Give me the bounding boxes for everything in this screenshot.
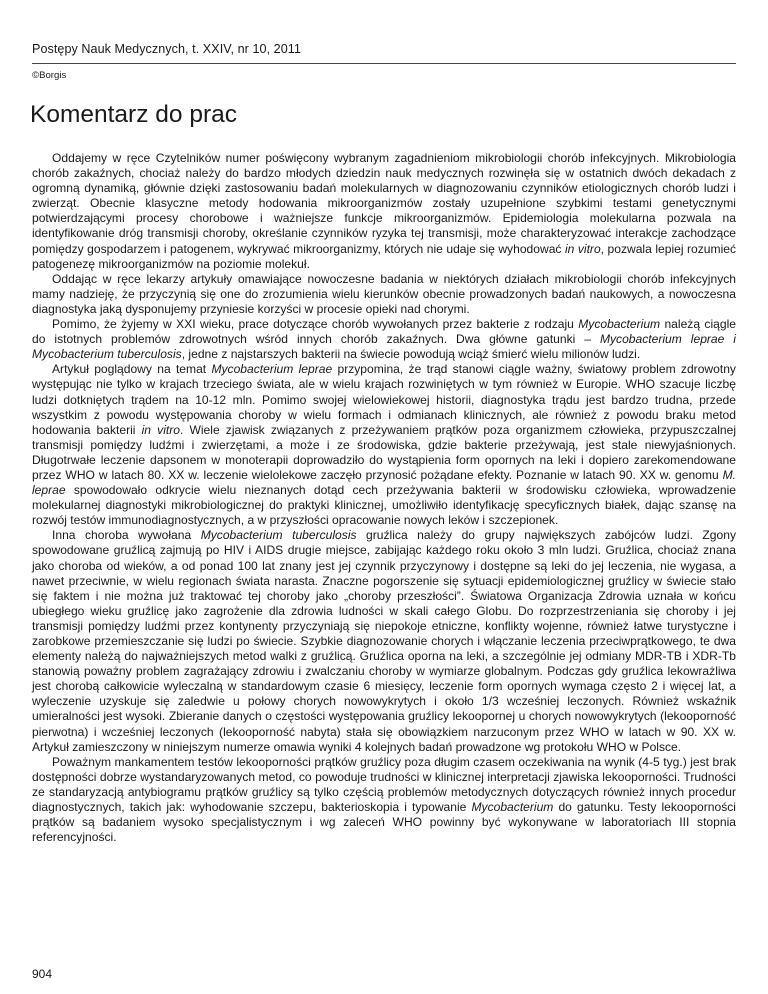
italic-term: Mycobacterium — [578, 317, 661, 332]
text-run: przypomina, że trąd stanowi ciągle ważny, światowy problem zdrowotny występując nie tylko w krajach trzeciego świata, ale w wielu krajach rozwiniętych w tym również w Europie. WHO szacuje liczbę ludzi dotkniętych trądem na 10-12 mln. Pomimo swojej wielowiekowej historii, diagnostyka trądu jest bardzo trudna, przede wszystkim z powodu występowania choroby w wielu formach i odmianach klinicznych, ale również z powodu braku metod hodowania bakterii — [32, 362, 736, 437]
text-run: . Wiele zjawisk związanych z przeżywaniem prątków poza organizmem człowieka, przypuszczalnej transmisji pomiędzy ludźmi i zwierzętami, a może i ze środowiska, gdzie bakterie przeżywają, jest stale niewyjaśnionych. Długotrwałe leczenie dapsonem w monoterapii doprowadziło do wystąpienia form opornych na leki i dopiero zarekomendowane przez WHO w latach 80. XX w. leczenie wielolekowe zaczęło przynosić pożądane efekty. Poznanie w latach 90. XX w. genomu — [32, 422, 737, 482]
text-run: należą ciągle do istotnych problemów zdrowotnych wśród innych chorób zakaźnych. Dwa główne gatunki – — [32, 317, 736, 347]
italic-term: M. leprae — [32, 467, 736, 498]
text-run: , pozwala lepiej rozumieć patogenezę mikroorganizmów na poziomie molekuł. — [32, 241, 737, 271]
italic-term: in vitro — [564, 241, 601, 256]
text-run: , jedne z najstarszych bakterii na świecie powodują wciąż śmierć wielu milionów ludzi. — [181, 347, 641, 362]
publisher-mark: ©Borgis — [32, 70, 67, 81]
body-paragraph — [32, 317, 736, 362]
journal-citation: Postępy Nauk Medycznych, t. XXIV, nr 10, 2011 — [32, 42, 301, 56]
page-number: 904 — [32, 967, 53, 981]
italic-term: Mycobacterium leprae i Mycobacterium tuberculosis — [32, 332, 736, 362]
text-run: spowodowało odkrycie wielu nieznanych dotąd cech przeżywania bakterii w środowisku człowieka, wprowadzenie molekularnej diagnostyki mikrobiologicznej do praktyki klinicznej, umożliwiło identyfikację specyficznych białek, dając szansę na rozwój testów immunodiagnostycznych, a w przyszłości opracowanie nowych leków i szczepionek. — [32, 483, 736, 528]
text-run: gruźlica należy do grupy największych zabójców ludzi. Zgony spowodowane gruźlicą zajmują po HIV i AIDS drugie miejsce, zabijając każdego roku około 3 mln ludzi. Gruźlica, chociaż znana jako choroba od wieków, a od ponad 100 lat znany jest jej czynnik przyczynowy i dostępne są leki do jej leczenia, nie wygasa, a nawet przeciwnie, w wielu regionach świata narasta. Znaczne pogorszenie się sytuacji epidemiologicznej gruźlicy w świecie stało się faktem i nie można już traktować tej choroby jako „choroby przeszłości”. Światowa Organizacja Zdrowia uznała w końcu ubiegłego wieku gruźlicę jako zagrożenie dla zdrowia ludności w skali całego Globu. Do rozprzestrzeniania się choroby i jej transmisji pomiędzy ludźmi przez kontynenty przyczyniają się niepokoje etniczne, konflikty wojenne, również łatwe turystyczne i zarobkowe przemieszczanie się ludzi po świecie. Szybkie diagnozowanie chorych i włączanie leczenia przeciwprątkowego, te dwa elementy należą do najważniejszych metod walki z gruźlicą. Gruźlica oporna na leki, a szczególnie jej odmiany MDR-TB i XDR-Tb stanowią poważny problem zagrażający zdrowiu i zwalczaniu choroby w wymiarze globalnym. Podczas gdy gruźlica lekowrażliwa jest chorobą całkowicie wyleczalną w standardowym czasie 6 miesięcy, leczenie form opornych wymaga często 2 i więcej lat, a wyleczenie uzyskuje się zaledwie u połowy chorych nowowykrytych i około 1/3 wcześniej leczonych. Również wskaźnik umieralności jest wysoki. Zbieranie danych o częstości występowania gruźlicy lekoopornej u chorych nowowykrytych (lekooporność pierwotna) i wcześniej leczonych (lekooporność nabyta) stała się obowiązkiem narzuconym przez WHO w latach w 90. XX w. Artykuł zamieszczony w niniejszym numerze omawia wyniki 4 kolejnych badań prowadzone wg protokołu WHO w Polsce. — [32, 528, 736, 754]
body-paragraph — [32, 362, 736, 528]
body-paragraph — [32, 528, 736, 754]
text-run: do gatunku. Testy lekooporności prątków są badaniem wysoko specjalistycznym i wg zaleceń WHO powinny być wykonywane w laboratoriach III stopnia referencyjności. — [32, 800, 736, 845]
body-paragraph — [32, 151, 736, 272]
body-paragraph — [32, 755, 736, 846]
text-run: Oddając w ręce lekarzy artykuły omawiające nowoczesne badania w niektórych działach mikrobiologii chorób infekcyjnych mamy nadzieję, że przyczynią się one do zrozumienia wielu kierunków obecnie prowadzonych badań naukowych, a nowoczesna diagnostyka jaką dysponujemy przyniesie korzyści w procesie opieki nad chorymi. — [32, 271, 736, 316]
article-title: Komentarz do prac — [30, 101, 237, 128]
article-body — [32, 151, 736, 845]
text-run: Oddajemy w ręce Czytelników numer poświęcony wybranym zagadnieniom mikrobiologii chorób infekcyjnych. Mikrobiologia chorób zakaźnych, chociaż należy do bardzo młodych dziedzin nauk medycznych rozwinęła się w ostatnich dwóch dekadach z ogromną dynamiką, głównie dzięki zastosowaniu badań molekularnych w diagnozowaniu czynników etiologicznych chorób ludzi i zwierząt. Obecnie klasyczne metody hodowania mikroorganizmów zostały uzupełnione szybkimi testami genetycznymi potwierdzającymi procesy chorobowe i ważniejsze funkcje mikroorganizmów. Epidemiologia molekularna pozwala na identyfikowanie dróg transmisji choroby, określanie czynników ryzyka tej transmisji, może charakteryzować interakcje zachodzące pomiędzy gospodarzem i patogenem, wykrywać mikroorganizmy, których nie udaje się wyhodować — [32, 151, 736, 256]
header-rule — [32, 63, 736, 64]
italic-term: Mycobacterium — [471, 800, 554, 815]
italic-term: Mycobacterium leprae — [211, 362, 333, 377]
text-run: Pomimo, że żyjemy w XXI wieku, prace dotyczące chorób wywołanych przez bakterie z rodzaju — [52, 317, 579, 332]
text-run: Inna choroba wywołana — [52, 528, 201, 543]
body-paragraph — [32, 272, 736, 317]
text-run: Poważnym mankamentem testów lekooporności prątków gruźlicy poza długim czasem oczekiwania na wynik (4-5 tyg.) jest brak dostępności dobrze wystandaryzowanych metod, co powoduje trudności w klinicznej interpretacji zjawiska lekooporności. Trudności ze standaryzacją antybiogramu prątków gruźlicy są tylko częścią problemów metodycznych dotyczących również innych procedur diagnostycznych, takich jak: wyhodowanie szczepu, bakterioskopia i typowanie — [32, 754, 736, 815]
italic-term: Mycobacterium tuberculosis — [200, 528, 357, 543]
text-run: Artykuł poglądowy na temat — [52, 362, 212, 377]
italic-term: in vitro — [141, 422, 180, 437]
